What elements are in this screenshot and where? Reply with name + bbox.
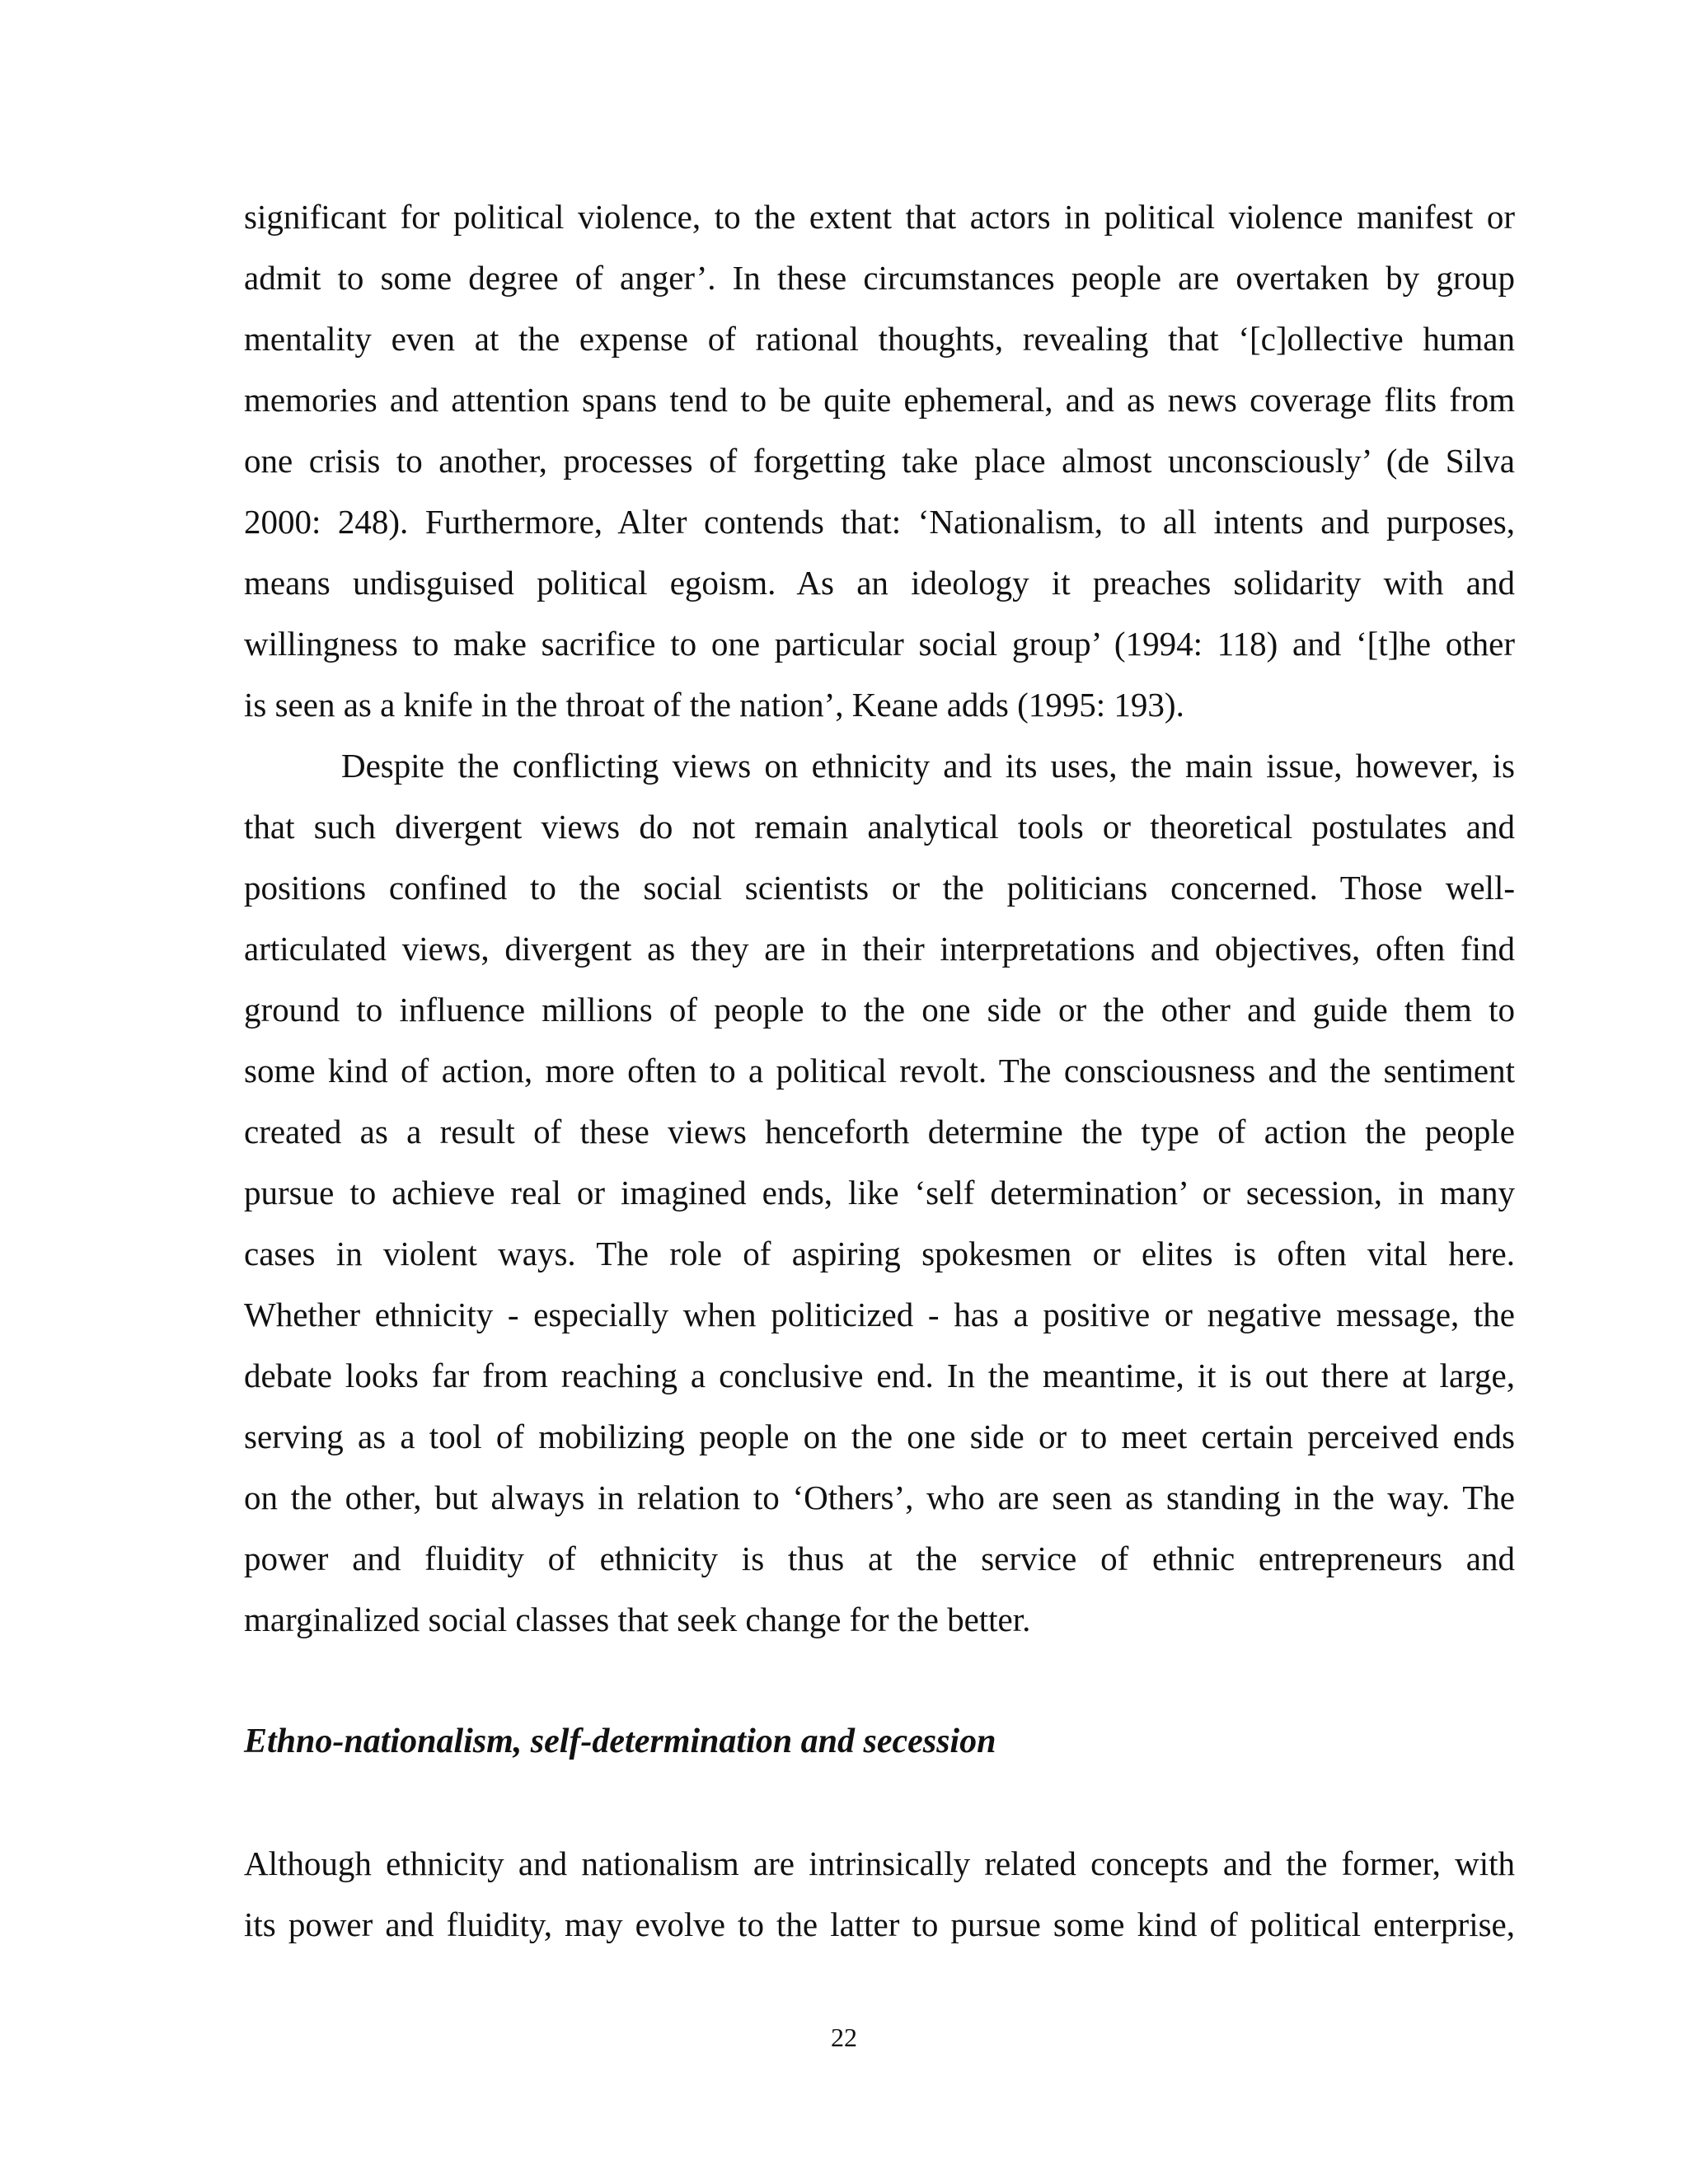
text-line: its power and fluidity, may evolve to the latter to pursue some kind of political enterprise, bbox=[244, 1905, 1515, 1943]
paragraph bbox=[244, 186, 1515, 735]
text-line: cases in violent ways. The role of aspiring spokesmen or elites is often vital here. bbox=[244, 1235, 1515, 1272]
text-line: ground to influence millions of people to the one side or the other and guide them to bbox=[244, 991, 1515, 1029]
text-line: 2000: 248). Furthermore, Alter contends that: ‘Nationalism, to all intents and purposes, bbox=[244, 503, 1515, 541]
paragraph bbox=[244, 1833, 1515, 1955]
page-number: 22 bbox=[831, 2022, 857, 2052]
paragraph bbox=[244, 735, 1515, 1650]
section-heading: Ethno-nationalism, self-determination and secession bbox=[244, 1722, 996, 1760]
text-line: serving as a tool of mobilizing people on the one side or to meet certain perceived ends bbox=[244, 1418, 1515, 1455]
text-line: articulated views, divergent as they are in their interpretations and objectives, often find bbox=[244, 930, 1515, 968]
body-text-block bbox=[244, 186, 1515, 1650]
text-line: that such divergent views do not remain analytical tools or theoretical postulates and bbox=[244, 808, 1515, 846]
text-line: on the other, but always in relation to ‘Others’, who are seen as standing in the way. The bbox=[244, 1479, 1515, 1516]
text-line: marginalized social classes that seek change for the better. bbox=[244, 1601, 1031, 1638]
text-line: Whether ethnicity - especially when politicized - has a positive or negative message, the bbox=[244, 1296, 1515, 1333]
text-line: willingness to make sacrifice to one particular social group’ (1994: 118) and ‘[t]he other bbox=[244, 625, 1515, 663]
text-line: memories and attention spans tend to be quite ephemeral, and as news coverage flits from bbox=[244, 381, 1515, 419]
text-line: one crisis to another, processes of forgetting take place almost unconsciously’ (de Silva bbox=[244, 442, 1515, 480]
text-line: debate looks far from reaching a conclusive end. In the meantime, it is out there at large, bbox=[244, 1357, 1515, 1394]
text-line: positions confined to the social scientists or the politicians concerned. Those well- bbox=[244, 869, 1515, 907]
text-line: admit to some degree of anger’. In these circumstances people are overtaken by group bbox=[244, 259, 1515, 297]
text-line: significant for political violence, to the extent that actors in political violence manifest or bbox=[244, 198, 1515, 236]
text-line: mentality even at the expense of rational thoughts, revealing that ‘[c]ollective human bbox=[244, 320, 1515, 358]
text-line: pursue to achieve real or imagined ends, like ‘self determination’ or secession, in many bbox=[244, 1174, 1515, 1212]
text-line: Despite the conflicting views on ethnicity and its uses, the main issue, however, is bbox=[341, 747, 1515, 785]
text-line: means undisguised political egoism. As an ideology it preaches solidarity with and bbox=[244, 564, 1515, 602]
text-line: power and fluidity of ethnicity is thus at the service of ethnic entrepreneurs and bbox=[244, 1540, 1515, 1577]
body-text-block bbox=[244, 1833, 1515, 1955]
text-line: created as a result of these views henceforth determine the type of action the people bbox=[244, 1113, 1515, 1151]
text-line: some kind of action, more often to a political revolt. The consciousness and the sentiment bbox=[244, 1052, 1515, 1090]
text-line: is seen as a knife in the throat of the nation’, Keane adds (1995: 193). bbox=[244, 686, 1184, 724]
text-line: Although ethnicity and nationalism are intrinsically related concepts and the former, with bbox=[244, 1844, 1515, 1882]
